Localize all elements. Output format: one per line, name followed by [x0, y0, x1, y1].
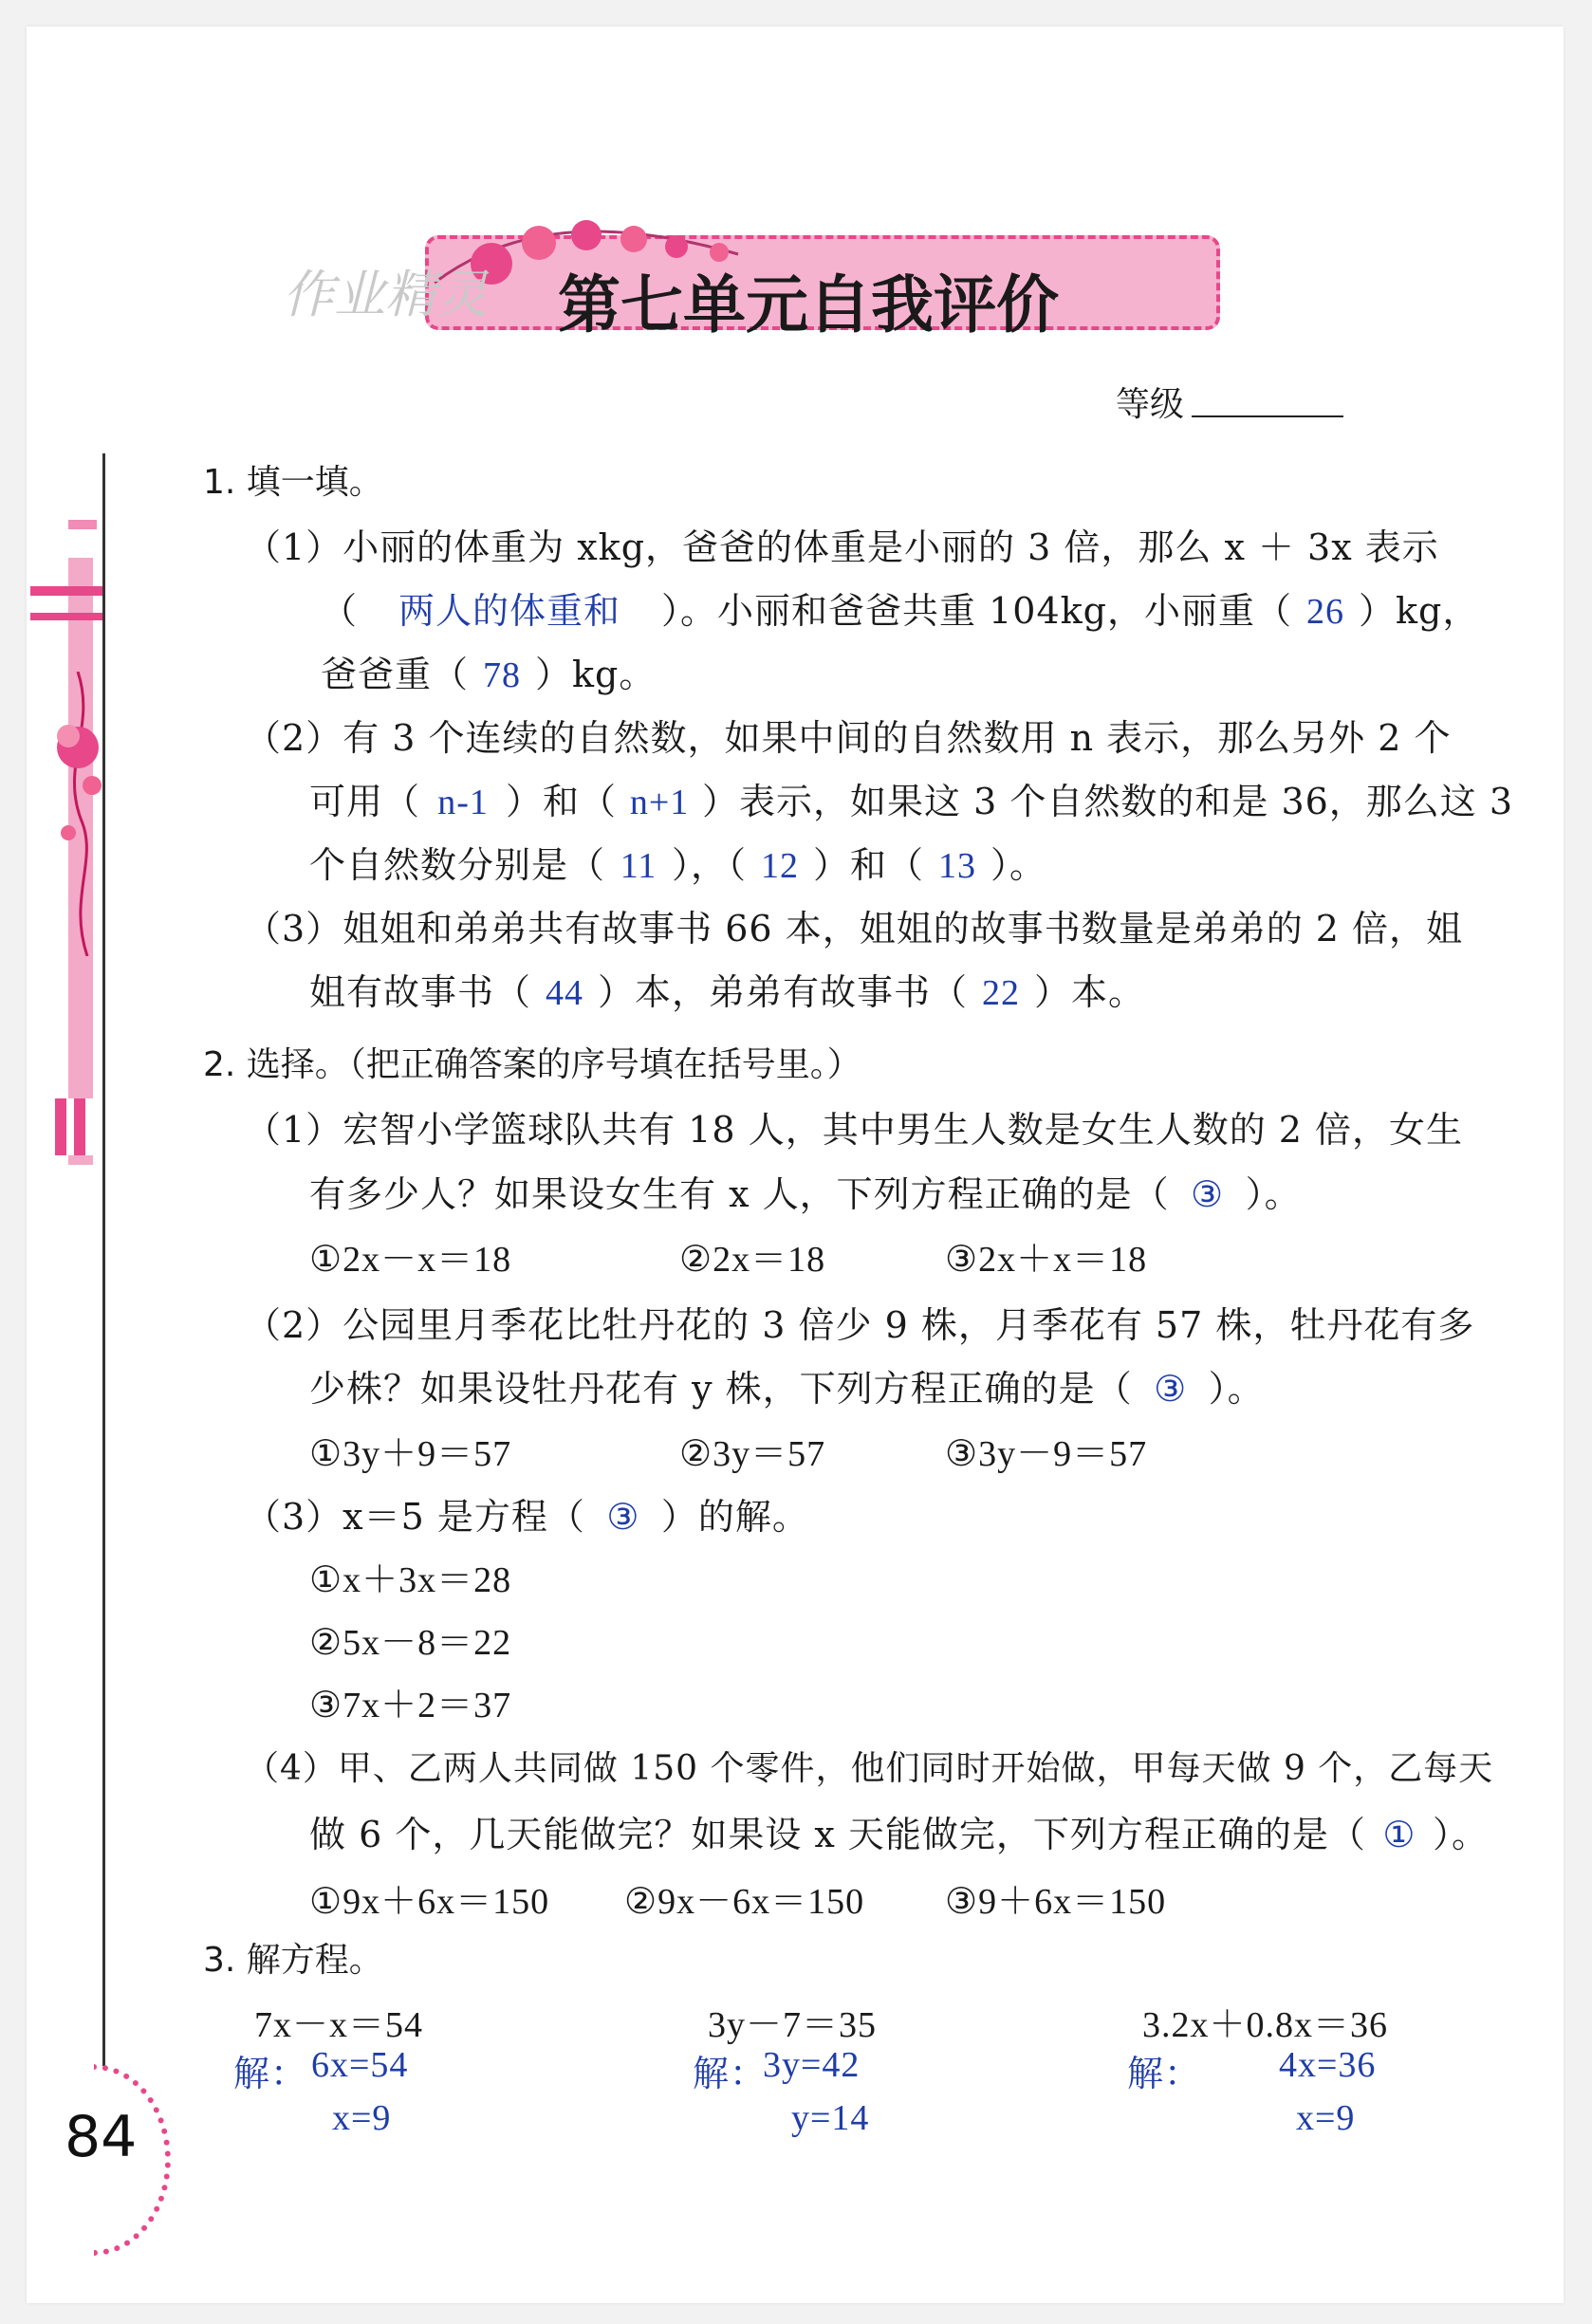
answer-blank[interactable]: 12: [761, 846, 800, 886]
flower-vine-decoration: [40, 672, 116, 956]
solution-1-step-1: 6x=54: [311, 2045, 409, 2085]
answer-blank[interactable]: 22: [982, 973, 1021, 1013]
s2-q4-option-3: ③9＋6x＝150: [945, 1882, 1167, 1922]
s2-q2-option-1: ①3y＋9＝57: [309, 1434, 512, 1474]
answer-blank[interactable]: ③: [606, 1498, 640, 1538]
left-pink-squares: [55, 1098, 93, 1155]
solution-3-step-2: x=9: [1296, 2098, 1356, 2138]
left-pink-small-1: [68, 520, 97, 529]
page-number: 84: [65, 2104, 138, 2170]
section1-heading: 1. 填一填。: [203, 463, 383, 502]
s1-p1-line3: 爸爸重（ 78 ）kg。: [321, 654, 657, 695]
watermark: 作业精灵: [283, 265, 488, 324]
s2-q2-line2: 少株？如果设牡丹花有 y 株，下列方程正确的是（ ③ ）。: [309, 1368, 1265, 1410]
solution-2-step-1: 3y=42: [763, 2045, 861, 2085]
solution-1-step-2: x=9: [332, 2098, 392, 2138]
s2-q4-option-2: ②9x－6x＝150: [624, 1882, 865, 1922]
solution-2-step-2: y=14: [791, 2098, 870, 2138]
s2-q1-option-3: ③2x＋x＝18: [945, 1240, 1148, 1280]
solution-1-label: 解：: [233, 2055, 308, 2094]
left-pink-bar-2: [30, 613, 102, 620]
grade-blank[interactable]: [1192, 415, 1343, 417]
left-pink-bar-1: [30, 586, 102, 596]
equation-1: 7x－x＝54: [254, 2005, 424, 2045]
answer-blank[interactable]: ③: [1154, 1370, 1188, 1410]
answer-blank[interactable]: n-1: [437, 783, 489, 822]
s1-p3-line2: 姐有故事书（ 44 ）本，弟弟有故事书（ 22 ）本。: [309, 971, 1146, 1013]
s2-q4-option-1: ①9x＋6x＝150: [309, 1882, 550, 1922]
solution-3-step-1: 4x=36: [1279, 2045, 1377, 2085]
solution-3-label: 解：: [1127, 2055, 1202, 2094]
section2-heading: 2. 选择。（把正确答案的序号填在括号里。）: [203, 1045, 861, 1084]
s2-q2-option-3: ③3y－9＝57: [945, 1434, 1148, 1474]
s2-q3-option-3: ③7x＋2＝37: [309, 1686, 512, 1725]
s2-q1-line2: 有多少人？如果设女生有 x 人，下列方程正确的是（ ③ ）。: [309, 1173, 1302, 1215]
workbook-page: [27, 27, 1564, 2303]
answer-blank[interactable]: n+1: [629, 783, 690, 822]
s2-q3-option-1: ①x＋3x＝28: [309, 1560, 512, 1600]
s1-p3-line1: （3）姐姐和弟弟共有故事书 66 本，姐姐的故事书数量是弟弟的 2 倍，姐: [245, 908, 1464, 950]
s1-p1-line1: （1）小丽的体重为 xkg，爸爸的体重是小丽的 3 倍，那么 x ＋ 3x 表示: [245, 526, 1439, 568]
s2-q2-line1: （2）公园里月季花比牡丹花的 3 倍少 9 株，月季花有 57 株，牡丹花有多: [245, 1304, 1475, 1346]
s2-q4-line1: （4）甲、乙两人共同做 150 个零件，他们同时开始做，甲每天做 9 个，乙每天: [245, 1749, 1494, 1788]
solution-2-label: 解：: [693, 2055, 768, 2094]
answer-blank[interactable]: 44: [546, 973, 584, 1013]
s2-q4-line2: 做 6 个，几天能做完？如果设 x 天能做完，下列方程正确的是（ ① ）。: [309, 1814, 1489, 1855]
s2-q3-option-2: ②5x－8＝22: [309, 1623, 512, 1663]
s2-q2-option-2: ②3y＝57: [679, 1434, 826, 1474]
answer-blank[interactable]: 11: [620, 846, 657, 886]
answer-blank[interactable]: ③: [1191, 1175, 1225, 1215]
page-title: 第七单元自我评价: [558, 268, 1059, 341]
s2-q1-line1: （1）宏智小学篮球队共有 18 人，其中男生人数是女生人数的 2 倍，女生: [245, 1109, 1464, 1151]
equation-2: 3y－7＝35: [708, 2005, 878, 2045]
s1-p2-line2: 可用（ n-1 ）和（ n+1 ）表示，如果这 3 个自然数的和是 36，那么这 3: [309, 781, 1514, 822]
answer-blank[interactable]: 78: [483, 655, 522, 695]
s2-q1-option-2: ②2x＝18: [679, 1240, 826, 1280]
s1-p1-line2: （ 两人的体重和 ）。小丽和爸爸共重 104kg，小丽重（ 26 ）kg，: [321, 581, 1479, 634]
s2-q1-option-1: ①2x－x＝18: [309, 1240, 512, 1280]
s2-q3-line1: （3）x＝5 是方程（ ③ ）的解。: [245, 1496, 809, 1538]
answer-blank[interactable]: ①: [1382, 1816, 1416, 1855]
s1-p2-line3: 个自然数分别是（ 11 ），（ 12 ）和（ 13 ）。: [309, 844, 1047, 886]
answer-blank[interactable]: 26: [1305, 592, 1344, 632]
s1-p2-line1: （2）有 3 个连续的自然数，如果中间的自然数用 n 表示，那么另外 2 个: [245, 717, 1452, 759]
answer-blank[interactable]: 13: [938, 846, 977, 886]
section3-heading: 3. 解方程。: [203, 1941, 383, 1980]
equation-3: 3.2x＋0.8x＝36: [1142, 2005, 1389, 2045]
grade-label: 等级: [1116, 385, 1185, 424]
answer-blank[interactable]: 两人的体重和: [398, 592, 621, 632]
